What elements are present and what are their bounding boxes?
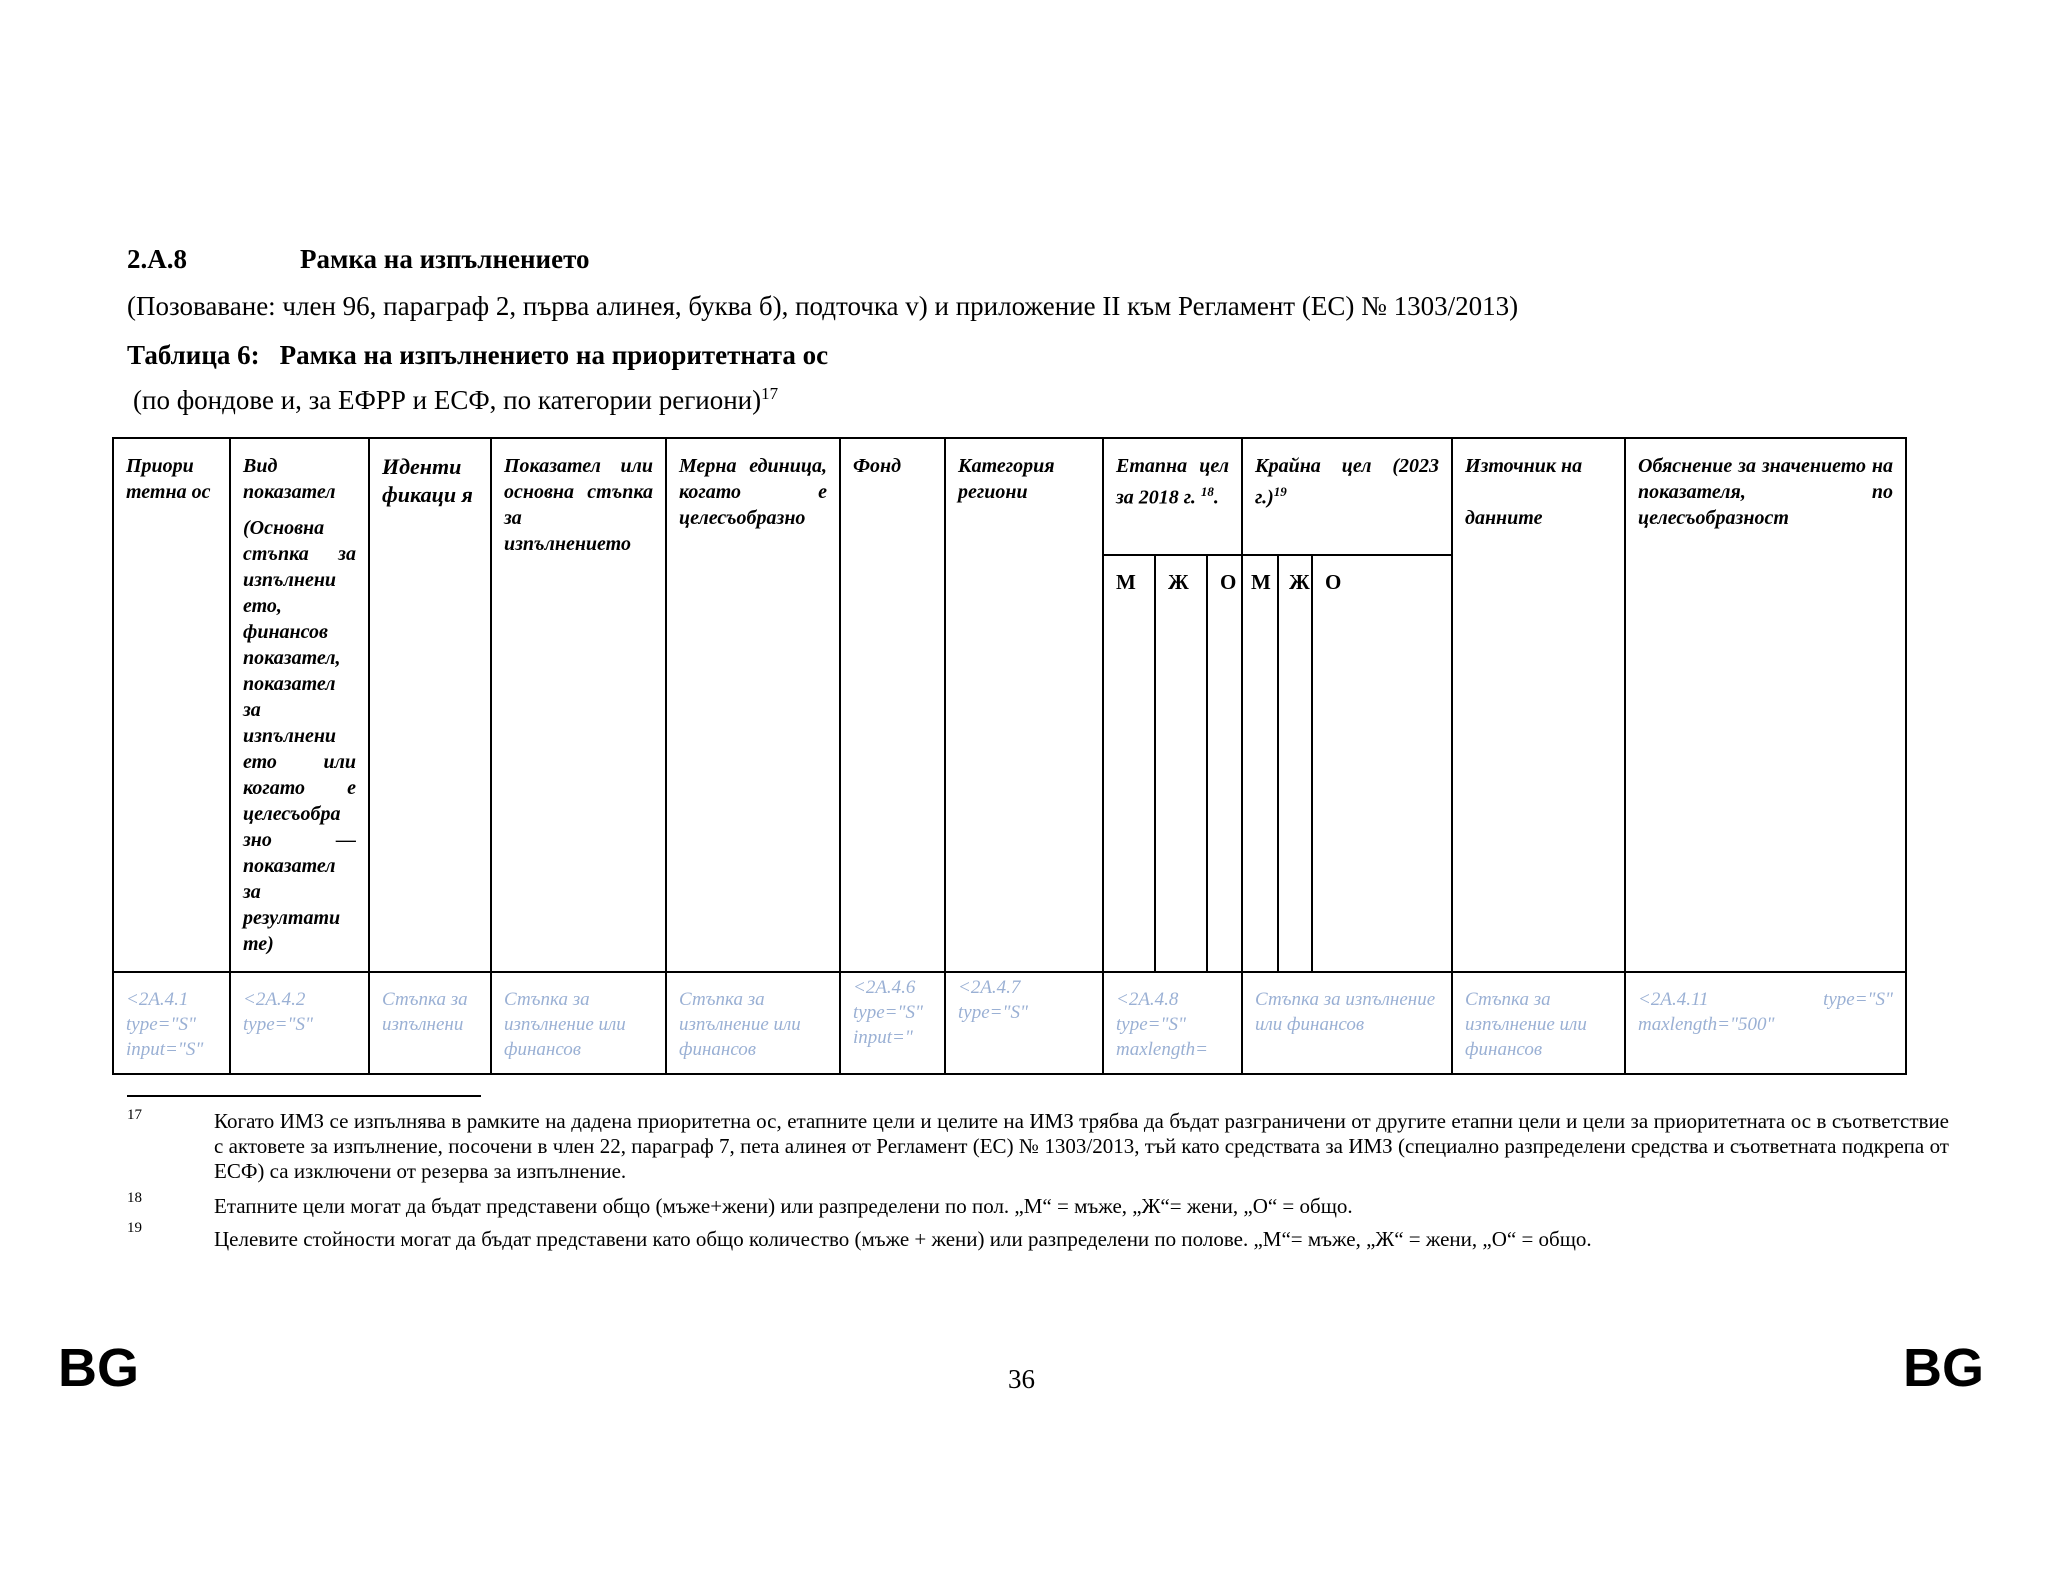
header-indicator: Показател или основна стъпка за изпълнението [491, 438, 666, 972]
header-unit: Мерна единица, когато е целесъобразно [666, 438, 840, 972]
table-subcaption [133, 384, 778, 416]
footnote-18-number: 18 [127, 1190, 142, 1206]
cell-explanation: <2A.4.11 type="S" maxlength="500" [1625, 972, 1906, 1074]
cell-priority-axis: <2A.4.1 type="S" input="S" [113, 972, 230, 1074]
cell-unit: Стъпка за изпълнение или финансов [666, 972, 840, 1074]
footnote-ref-19: 19 [1273, 484, 1287, 499]
cell-indicator: Стъпка за изпълнение или финансов [491, 972, 666, 1074]
footnote-ref-17: 17 [761, 384, 779, 403]
table-label: Таблица 6: [127, 340, 260, 370]
header-priority-axis: Приори тетна ос [113, 438, 230, 972]
table-data-row [113, 972, 1906, 1074]
footnote-ref-18: 18 [1200, 484, 1214, 499]
target-m: М [1242, 555, 1278, 972]
table-caption [127, 340, 828, 371]
table-header-row [113, 438, 1906, 555]
header-fund: Фонд [840, 438, 945, 972]
header-data-source: Източник на данните [1452, 438, 1625, 972]
cell-milestone: <2A.4.8 type="S" maxlength= [1103, 972, 1242, 1074]
footnote-17-number: 17 [127, 1107, 142, 1123]
language-code-right: BG [1903, 1338, 1984, 1398]
page-number: 36 [1008, 1364, 1035, 1394]
header-explanation: Обяснение за значението на показателя, по целесъобразност [1625, 438, 1906, 972]
milestone-o: О [1207, 555, 1242, 972]
header-indicator-type-note: (Основна стъпка за изпълнени ето, финансов показател, показател за изпълнени ето или когато е целесъобра зно — показател за резултати те) [243, 517, 356, 955]
regulation-reference: (Позоваване: член 96, параграф 2, първа алинея, буква б), подточка v) и приложение II към Регламент (ЕС) № 1303/2013) [127, 291, 1519, 321]
subcaption-text: (по фондове и, за ЕФРР и ЕСФ, по категории региони) [133, 385, 762, 415]
cell-fund: <2A.4.6 type="S" input=" [840, 972, 945, 1074]
cell-indicator-type: <2A.4.2 type="S" [230, 972, 369, 1074]
header-region-category: Категория региони [945, 438, 1103, 972]
footnote-19-text: Целевите стойности могат да бъдат представени като общо количество (мъже + жени) или разпределени по полове. „М“= мъже, „Ж“ = жени, „О“ = общо. [214, 1227, 1592, 1251]
header-indicator-type: Вид показател (Основна стъпка за изпълнени ето, финансов показател, показател за изпълнени ето или когато е целесъобра зно — показател за резултати те) [230, 438, 369, 972]
target-zh: Ж [1278, 555, 1312, 972]
header-final-target: Крайна цел (2023 г.)$^{19}$ [1242, 438, 1452, 555]
table-title: Рамка на изпълнението на приоритетната ос [279, 340, 829, 370]
target-o: О [1312, 555, 1452, 972]
milestone-m: М [1103, 555, 1155, 972]
header-milestone: Етапна цел за 2018 г. $^{18}$. [1103, 438, 1242, 555]
footnote-18-text: Етапните цели могат да бъдат представени общо (мъже+жени) или разпределени по пол. „М“ = мъже, „Ж“= жени, „О“ = общо. [214, 1194, 1353, 1218]
cell-final-target: Стъпка за изпълнение или финансов [1242, 972, 1452, 1074]
section-title: Рамка на изпълнението [300, 244, 590, 274]
cell-region-category: <2A.4.7 type="S" [945, 972, 1103, 1074]
footnote-17-text: Когато ИМЗ се изпълнява в рамките на дадена приоритетна ос, етапните цели и целите на ИМЗ трябва да бъдат разграничени от другите етапни цели и цели за приоритетната ос в съответствие с актовете за изпълнение, посочени в член 22, параграф 7, пета алинея от Регламент (ЕС) № 1303/2013, тъй като средствата за ИМЗ (специално разпределени средства и съответната подкрепа от ЕСФ) са изключени от резерва за изпълнение. [214, 1109, 1949, 1183]
footnote-separator [127, 1095, 481, 1097]
cell-data-source: Стъпка за изпълнение или финансов [1452, 972, 1625, 1074]
footnote-19-number: 19 [127, 1220, 142, 1236]
header-identification: Иденти фикаци я [369, 438, 491, 972]
language-code-left: BG [58, 1338, 139, 1398]
cell-identification: Стъпка за изпълнени [369, 972, 491, 1074]
section-number: 2.A.8 [127, 244, 187, 274]
performance-framework-table [112, 437, 1907, 1075]
milestone-zh: Ж [1155, 555, 1207, 972]
